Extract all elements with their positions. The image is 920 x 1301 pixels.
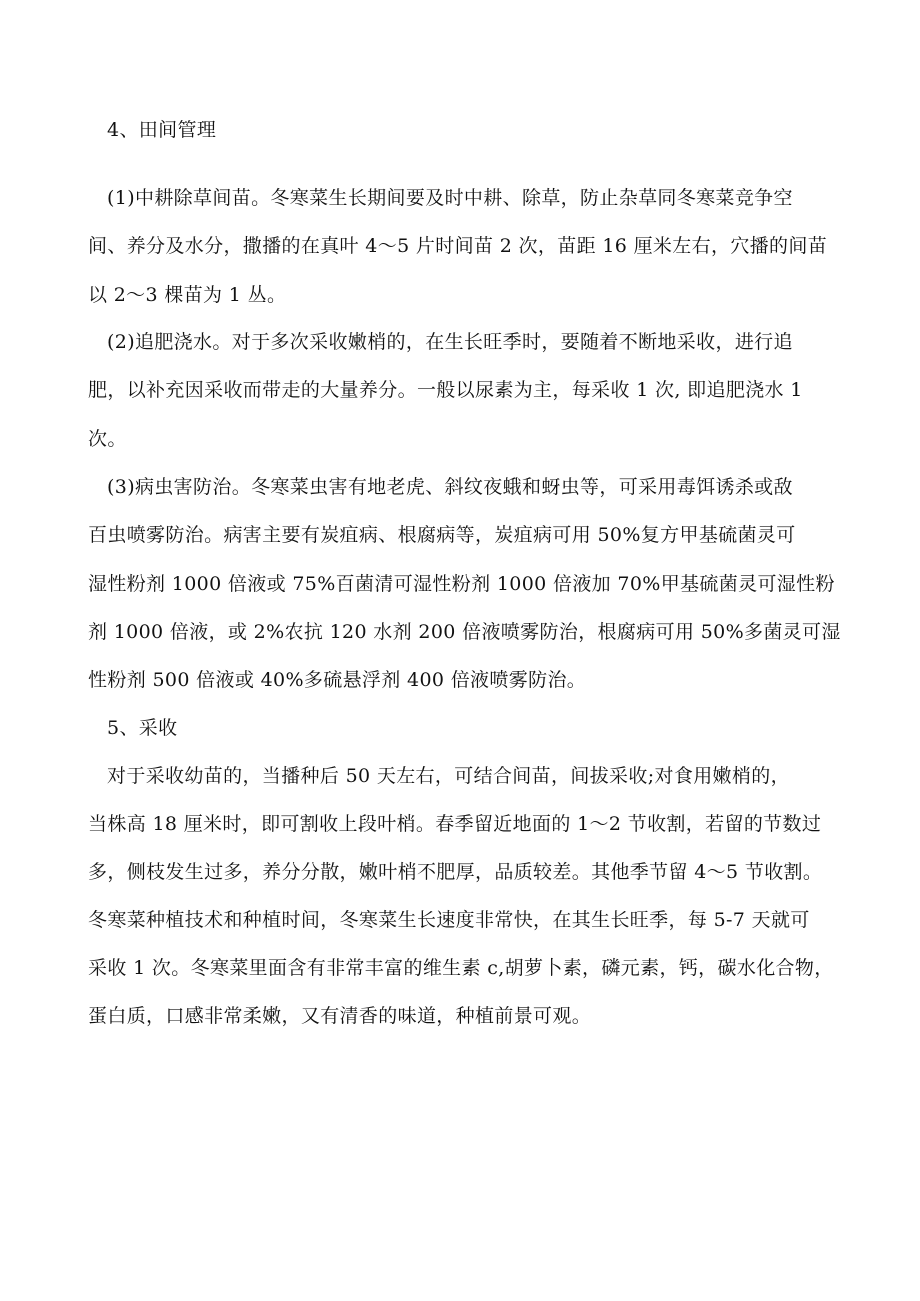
paragraph-line: (2)追肥浇水。对于多次采收嫩梢的，在生长旺季时，要随着不断地采收，进行追 [107,331,793,353]
paragraph-line: 百虫喷雾防治。病害主要有炭疽病、根腐病等，炭疽病可用 50%复方甲基硫菌灵可 [88,524,796,546]
paragraph-line: 间、养分及水分，撒播的在真叶 4～5 片时间苗 2 次，苗距 16 厘米左右，穴播的间苗 [88,235,828,257]
paragraph-line: 蛋白质，口感非常柔嫩，又有清香的味道，种植前景可观。 [88,1005,592,1027]
paragraph-line: 湿性粉剂 1000 倍液或 75%百菌清可湿性粉剂 1000 倍液加 70%甲基硫菌灵可湿性粉 [88,573,835,595]
paragraph-line: 次。 [88,428,127,450]
paragraph-line: 冬寒菜种植技术和种植时间，冬寒菜生长速度非常快，在其生长旺季，每 5-7 天就可 [88,909,810,931]
paragraph-line: 多，侧枝发生过多，养分分散，嫩叶梢不肥厚，品质较差。其他季节留 4～5 节收割。 [88,861,823,883]
paragraph-line: (3)病虫害防治。冬寒菜虫害有地老虎、斜纹夜蛾和蚜虫等，可采用毒饵诱杀或敌 [107,476,793,498]
paragraph-line: 性粉剂 500 倍液或 40%多硫悬浮剂 400 倍液喷雾防治。 [88,669,587,691]
paragraph-line: (1)中耕除草间苗。冬寒菜生长期间要及时中耕、除草，防止杂草同冬寒菜竞争空 [107,187,793,209]
paragraph-line: 以 2～3 棵苗为 1 丛。 [88,284,287,306]
section-5-heading: 5、采收 [107,717,178,739]
paragraph-line: 对于采收幼苗的，当播种后 50 天左右，可结合间苗，间拔采收;对食用嫩梢的， [107,765,790,787]
paragraph-line: 采收 1 次。冬寒菜里面含有非常丰富的维生素 c,胡萝卜素，磷元素，钙，碳水化合物， [88,957,834,979]
paragraph-line: 肥，以补充因采收而带走的大量养分。一般以尿素为主，每采收 1 次, 即追肥浇水 1 [88,379,803,401]
paragraph-line: 当株高 18 厘米时，即可割收上段叶梢。春季留近地面的 1～2 节收割，若留的节数过 [88,813,822,835]
paragraph-line: 剂 1000 倍液，或 2%农抗 120 水剂 200 倍液喷雾防治，根腐病可用 50%多菌灵可湿 [88,621,841,643]
section-4-heading: 4、田间管理 [107,119,217,141]
